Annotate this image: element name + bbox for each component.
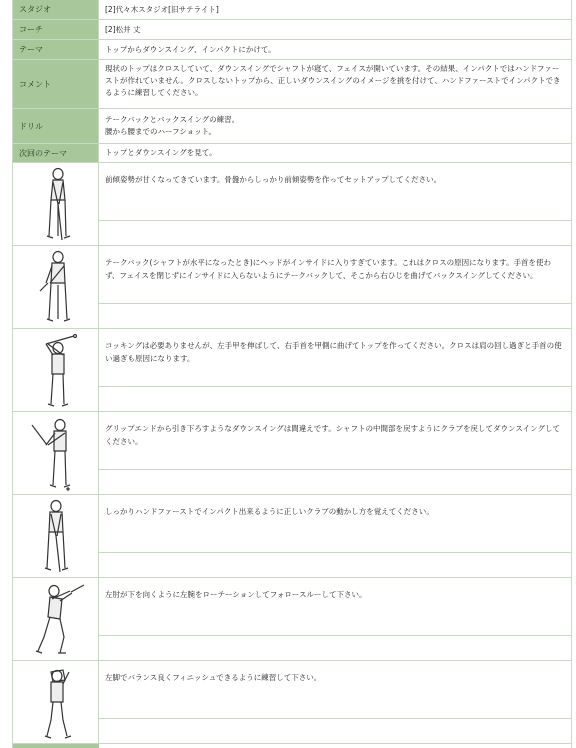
drill-item xyxy=(13,329,571,412)
theme-row xyxy=(13,40,571,60)
drill-item xyxy=(13,412,571,495)
studio-label: スタジオ xyxy=(13,0,99,19)
studio-row xyxy=(13,0,571,20)
drill-item xyxy=(13,246,571,329)
comment-label: コメント xyxy=(13,60,99,108)
follow-golfer-figure xyxy=(13,578,99,660)
coach-value: [2]松井 丈 xyxy=(105,24,141,34)
drill-comment: グリップエンドから引き下ろすようなダウンスイングは間違えです。シャフトの中間部を戻すようにクラブを戻してダウンスイングしてください。 xyxy=(99,412,571,470)
impact-golfer-figure xyxy=(13,495,99,577)
coach-label: コーチ xyxy=(13,20,99,39)
coach-row xyxy=(13,20,571,40)
theme-label: テーマ xyxy=(13,40,99,59)
comment-value: 現状のトップはクロスしていて、ダウンスイングでシャフトが寝て、フェイスが開いています。その結果、インパクトではハンドファーストが作れていません。クロスしないトップから、正しいダウンスイングのイメージを挑を付けて、ハンドファーストでインパクトできるように練習してください。 xyxy=(105,64,561,97)
lesson-report-table xyxy=(12,0,572,748)
drill-item xyxy=(13,578,571,661)
next-theme-row xyxy=(13,144,571,163)
drill-item xyxy=(13,163,571,246)
drill-value: テークバックとバックスイングの練習。 腰から腰までのハーフショット。 xyxy=(105,115,240,136)
downswing-golfer-figure xyxy=(13,412,99,494)
address-golfer-figure xyxy=(13,163,99,245)
drill-comment: テークバック(シャフトが水平になったとき)にヘッドがインサイドに入りすぎています。これはクロスの原因になります。手首を使わず、フェイスを閉じずにインサイドに入らないようにテークバックして、そこから右ひじを曲げてバックスイングしてください。 xyxy=(99,246,571,304)
drill-comment: 左肘が下を向くように左腕をローテーションしてフォロースルーして下さい。 xyxy=(99,578,571,636)
drill-row xyxy=(13,109,571,144)
next-theme-value: トップとダウンスイングを見て。 xyxy=(105,148,217,157)
studio-value: [2]代々木スタジオ[旧サテライト] xyxy=(105,4,219,14)
drill-item xyxy=(13,661,571,744)
drill-comment: 左脚でバランス良くフィニッシュできるように練習して下さい。 xyxy=(99,661,571,719)
drill-comment: 前傾姿勢が甘くなってきています。骨盤からしっかり前傾姿勢を作ってセットアップしてください。 xyxy=(99,163,571,221)
drill-comment: コッキングは必要ありませんが、左手甲を伸ばして、右手首を甲側に曲げてトップを作ってください。クロスは肩の回し過ぎと手首の使い過ぎも原因になります。 xyxy=(99,329,571,387)
drill-label: ドリル xyxy=(13,109,99,143)
drill-comment: しっかりハンドファーストでインパクト出来るように正しいクラブの動かし方を覚えてください。 xyxy=(99,495,571,553)
top-golfer-figure xyxy=(13,329,99,411)
finish-golfer-figure xyxy=(13,661,99,743)
table-footer-bar xyxy=(13,744,99,748)
comment-row xyxy=(13,60,571,109)
drill-item xyxy=(13,495,571,578)
theme-value: トップからダウンスイング、インパクトにかけて。 xyxy=(105,44,276,54)
next-theme-label: 次回のテーマ xyxy=(13,144,99,162)
takeaway-golfer-figure xyxy=(13,246,99,328)
